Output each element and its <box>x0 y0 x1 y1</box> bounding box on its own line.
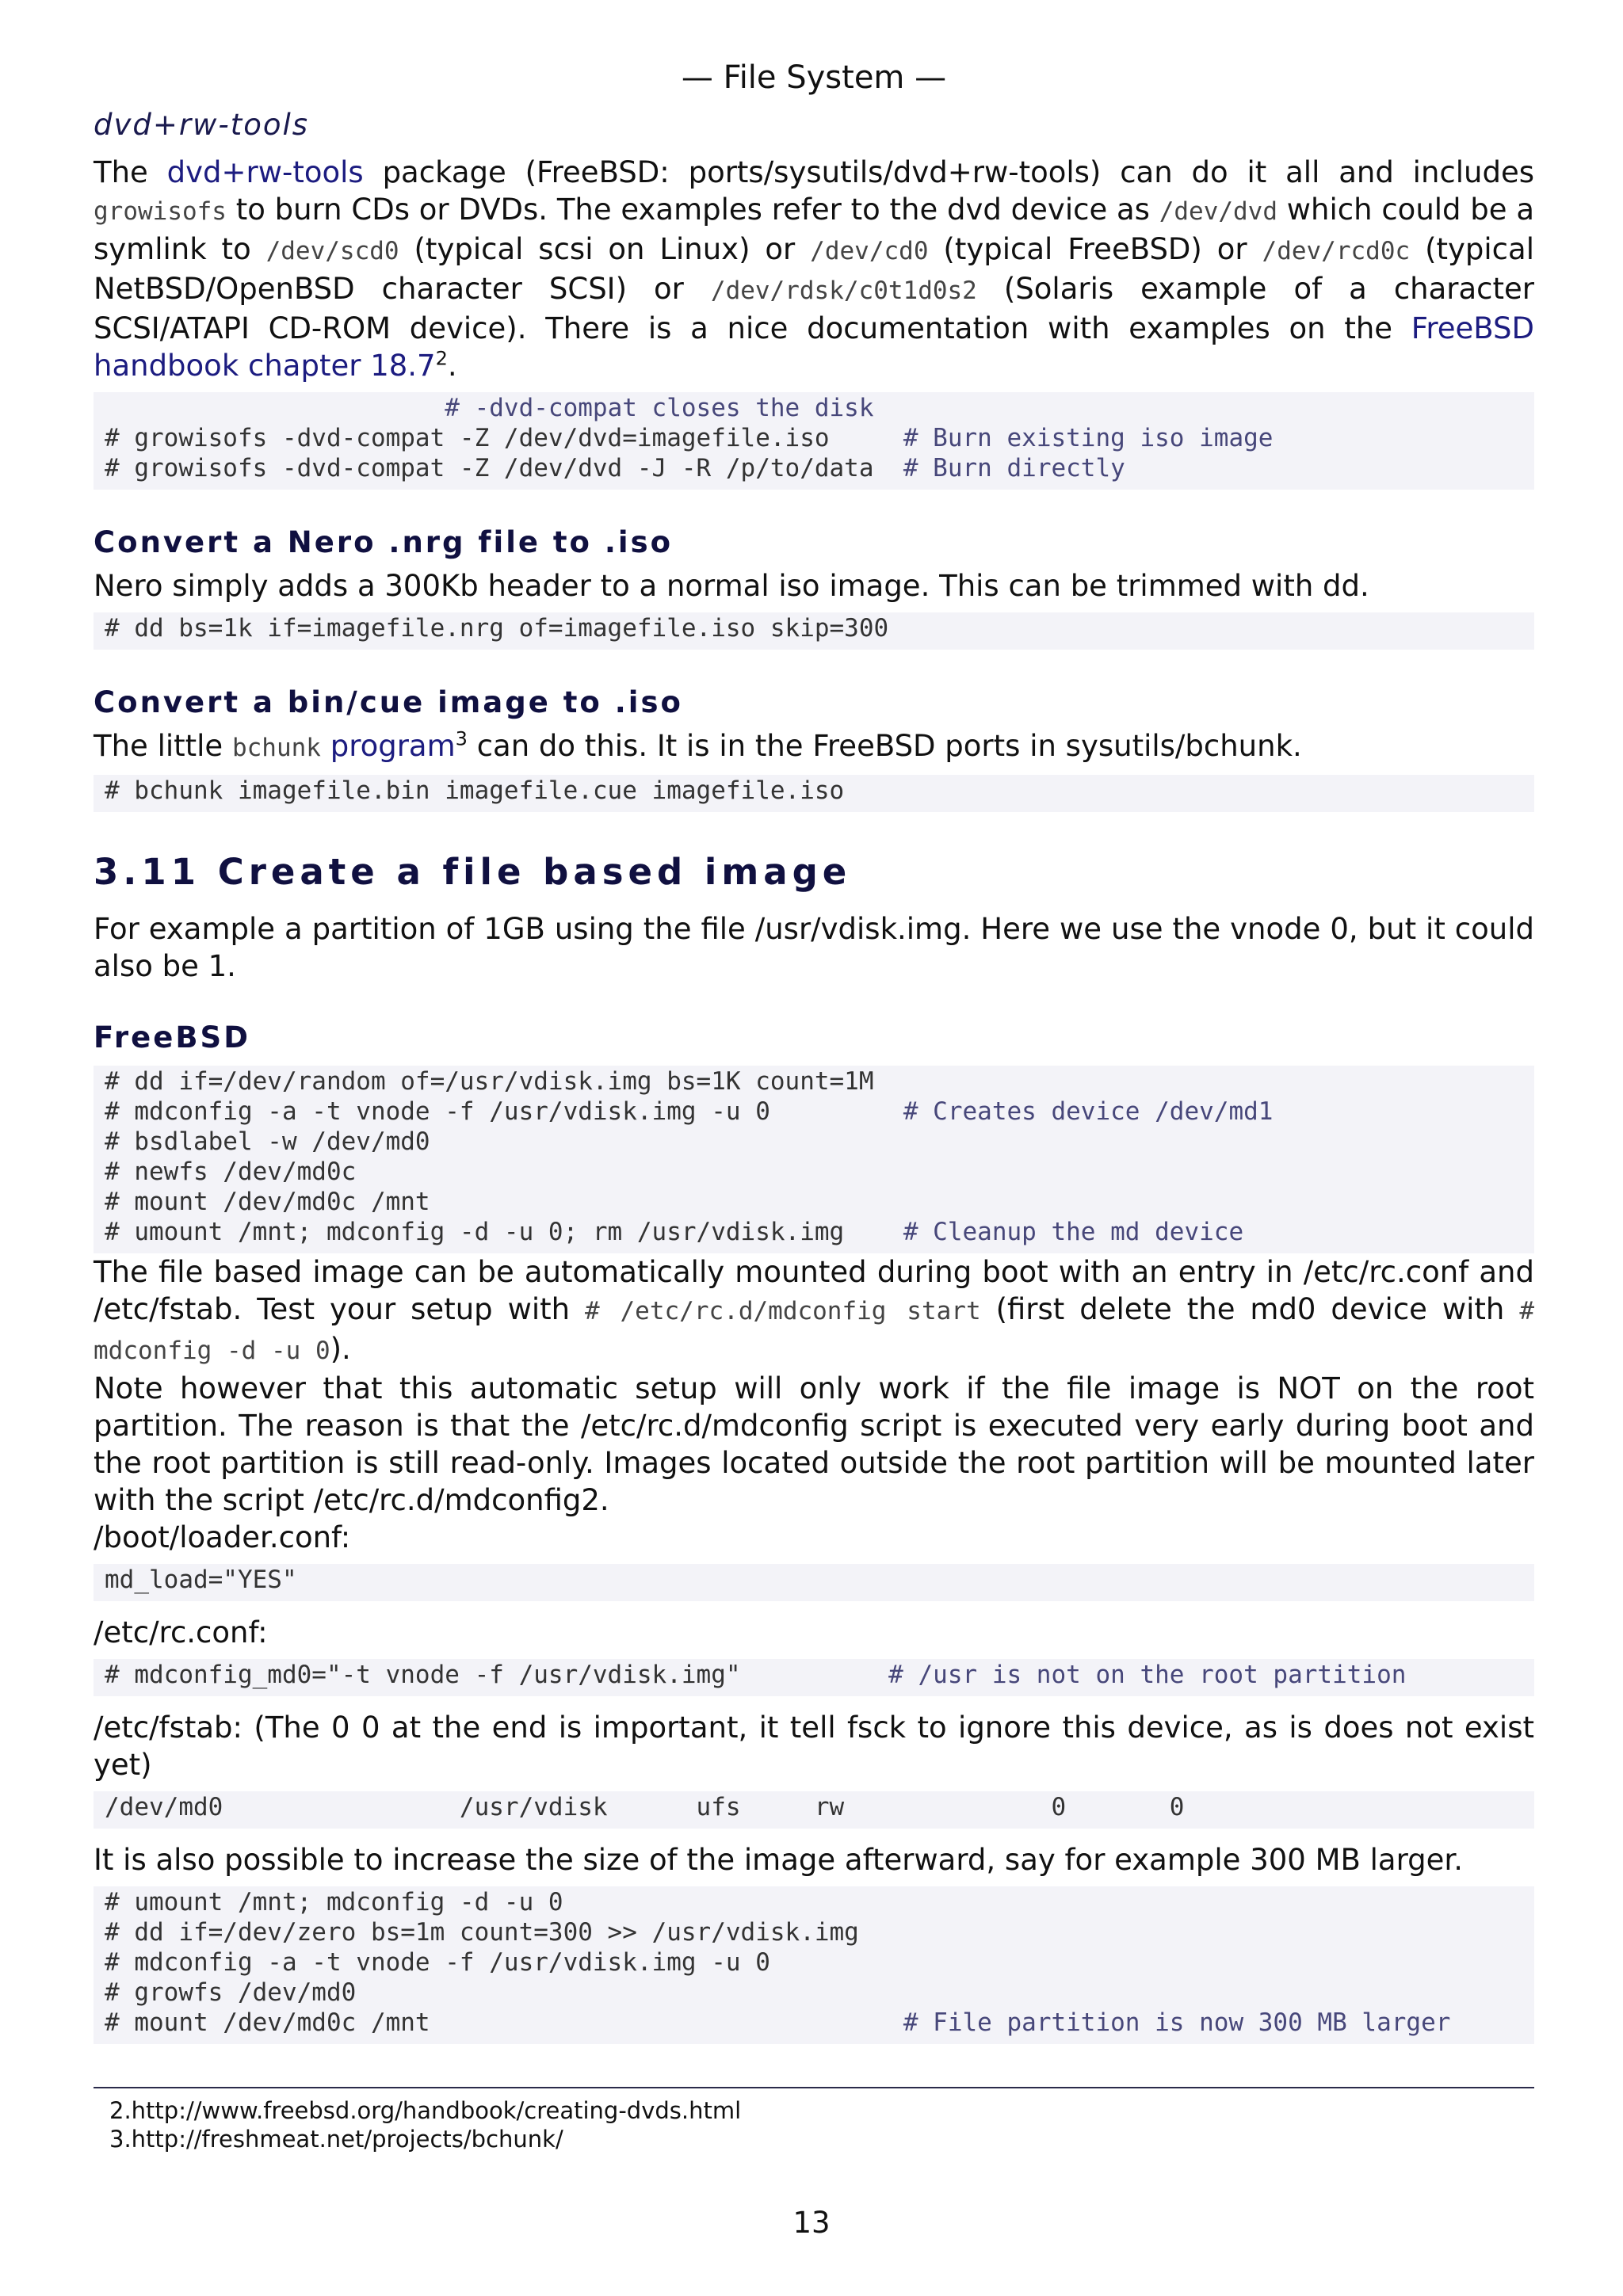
code-block-growisofs <box>94 392 1534 490</box>
page-body <box>94 55 1534 2044</box>
code-block-loader-conf: md_load="YES" <box>94 1564 1534 1601</box>
bchunk-paragraph: The little bchunk program$^3$ can do this. It is in the FreeBSD ports in sysutils/bchunk. <box>94 727 1302 763</box>
code-line: # growisofs -dvd-compat -Z /dev/dvd -J -R /p/to/data # Burn directly <box>105 454 1125 482</box>
inline-code: /dev/rdsk/c0t1d0s2 <box>710 277 977 305</box>
code-line: # umount /mnt; mdconfig -d -u 0; rm /usr/vdisk.img # Cleanup the md device <box>105 1218 1244 1246</box>
grow-image-paragraph: It is also possible to increase the size of the image afterward, say for example 300 MB larger. <box>94 1843 1463 1877</box>
inline-code: # /etc/rc.d/mdconfig start <box>585 1297 981 1325</box>
code-block-mdconfig-setup <box>94 1066 1534 1253</box>
code-line: # -dvd-compat closes the disk <box>445 394 874 422</box>
section-title-3-11: 3.11 Create a file based image <box>94 851 852 893</box>
code-line: # dd if=/dev/random of=/usr/vdisk.img bs=1K count=1M <box>105 1067 874 1096</box>
inline-code: /dev/cd0 <box>810 237 929 265</box>
code-line: # growisofs -dvd-compat -Z /dev/dvd=imagefile.iso # Burn existing iso image <box>105 424 1274 452</box>
footnote-3[interactable]: 3.http://freshmeat.net/projects/bchunk/ <box>109 2126 563 2153</box>
inline-code: growisofs <box>94 197 227 226</box>
code-block-growfs <box>94 1886 1534 2044</box>
inline-code: # mdconfig -d -u 0 <box>94 1297 1534 1365</box>
code-line: # mdconfig -a -t vnode -f /usr/vdisk.img -u 0 <box>105 1948 770 1977</box>
inline-code: /dev/rcd0c <box>1262 237 1411 265</box>
rc-conf-label: /etc/rc.conf: <box>94 1615 268 1650</box>
code-block-fstab: /dev/md0 /usr/vdisk ufs rw 0 0 <box>94 1791 1534 1829</box>
bchunk-program-link[interactable]: program <box>320 729 456 763</box>
code-line: # dd if=/dev/zero bs=1m count=300 >> /usr/vdisk.img <box>105 1918 859 1947</box>
freebsd-handbook-link[interactable]: FreeBSD handbook chapter 18.7 <box>94 311 1534 383</box>
fstab-label: /etc/fstab: (The 0 0 at the end is important, it tell fsck to ignore this device, as is does not exist yet) <box>94 1711 1534 1782</box>
subsection-title-dvd-rw-tools: dvd+rw-tools <box>94 108 310 142</box>
footnote-2[interactable]: 2.http://www.freebsd.org/handbook/creating-dvds.html <box>109 2097 742 2124</box>
inline-code: bchunk <box>231 734 321 762</box>
running-header: — File System — <box>681 59 947 96</box>
code-block-bchunk: # bchunk imagefile.bin imagefile.cue imagefile.iso <box>94 775 1534 812</box>
footnote-ref: 2 <box>435 347 448 370</box>
code-block-dd-nrg: # dd bs=1k if=imagefile.nrg of=imagefile.iso skip=300 <box>94 612 1534 650</box>
inline-code: /dev/dvd <box>1159 197 1278 226</box>
automount-paragraph: The file based image can be automatically mounted during boot with an entry in /etc/rc.conf and /etc/fstab. Test your setup with # /etc/rc.d/mdconfig start (first delete the md0 device with # mdconfig -d -u 0). <box>94 1255 1534 1366</box>
page-number: 13 <box>792 2206 831 2240</box>
code-line: # newfs /dev/md0c <box>105 1158 357 1186</box>
code-line: # bsdlabel -w /dev/md0 <box>105 1127 430 1156</box>
code-line: # umount /mnt; mdconfig -d -u 0 <box>105 1888 563 1917</box>
code-line: # mount /dev/md0c /mnt <box>105 1188 430 1216</box>
code-line: # growfs /dev/md0 <box>105 1978 357 2007</box>
code-line: # mount /dev/md0c /mnt # File partition is now 300 MB larger <box>105 2008 1451 2037</box>
code-line: # mdconfig -a -t vnode -f /usr/vdisk.img -u 0 # Creates device /dev/md1 <box>105 1097 1274 1126</box>
subsection-title-freebsd: FreeBSD <box>94 1020 250 1055</box>
loader-conf-label: /boot/loader.conf: <box>94 1520 351 1554</box>
nero-paragraph: Nero simply adds a 300Kb header to a normal iso image. This can be trimmed with dd. <box>94 569 1369 603</box>
footnotes <box>109 2096 741 2153</box>
inline-code: /dev/scd0 <box>265 237 399 265</box>
footnote-divider <box>94 2087 1534 2088</box>
root-partition-note: Note however that this automatic setup will only work if the file image is NOT on the root partition. The reason is that the /etc/rc.d/mdconfig script is executed very early during boot and the root partition is still read-only. Images located outside the root partition will be mounted later with the script /etc/rc.d/mdconfig2. <box>94 1371 1534 1517</box>
subsection-title-bincue: Convert a bin/cue image to .iso <box>94 685 683 719</box>
dvd-rw-tools-link[interactable]: dvd+rw-tools <box>166 155 364 189</box>
footnote-ref: 3 <box>455 727 468 750</box>
dvd-tools-paragraph: The dvd+rw-tools package (FreeBSD: ports/sysutils/dvd+rw-tools) can do it all and includes growisofs to burn CDs or DVDs. The examples refer to the dvd device as /dev/dvd which could be a symlink to /dev/scd0 (typical scsi on Linux) or /dev/cd0 (typical FreeBSD) or /dev/rcd0c (typical NetBSD/OpenBSD character SCSI) or /dev/rdsk/c0t1d0s2 (Solaris example of a character SCSI/ATAPI CD-ROM device). There is a nice documentation with examples on the FreeBSD handbook chapter 18.7$^2$. <box>94 155 1535 383</box>
code-block-rc-conf: # mdconfig_md0="-t vnode -f /usr/vdisk.img" # /usr is not on the root partition <box>94 1659 1534 1696</box>
file-image-intro: For example a partition of 1GB using the file /usr/vdisk.img. Here we use the vnode 0, but it could also be 1. <box>94 912 1534 983</box>
subsection-title-nero: Convert a Nero .nrg file to .iso <box>94 525 674 559</box>
